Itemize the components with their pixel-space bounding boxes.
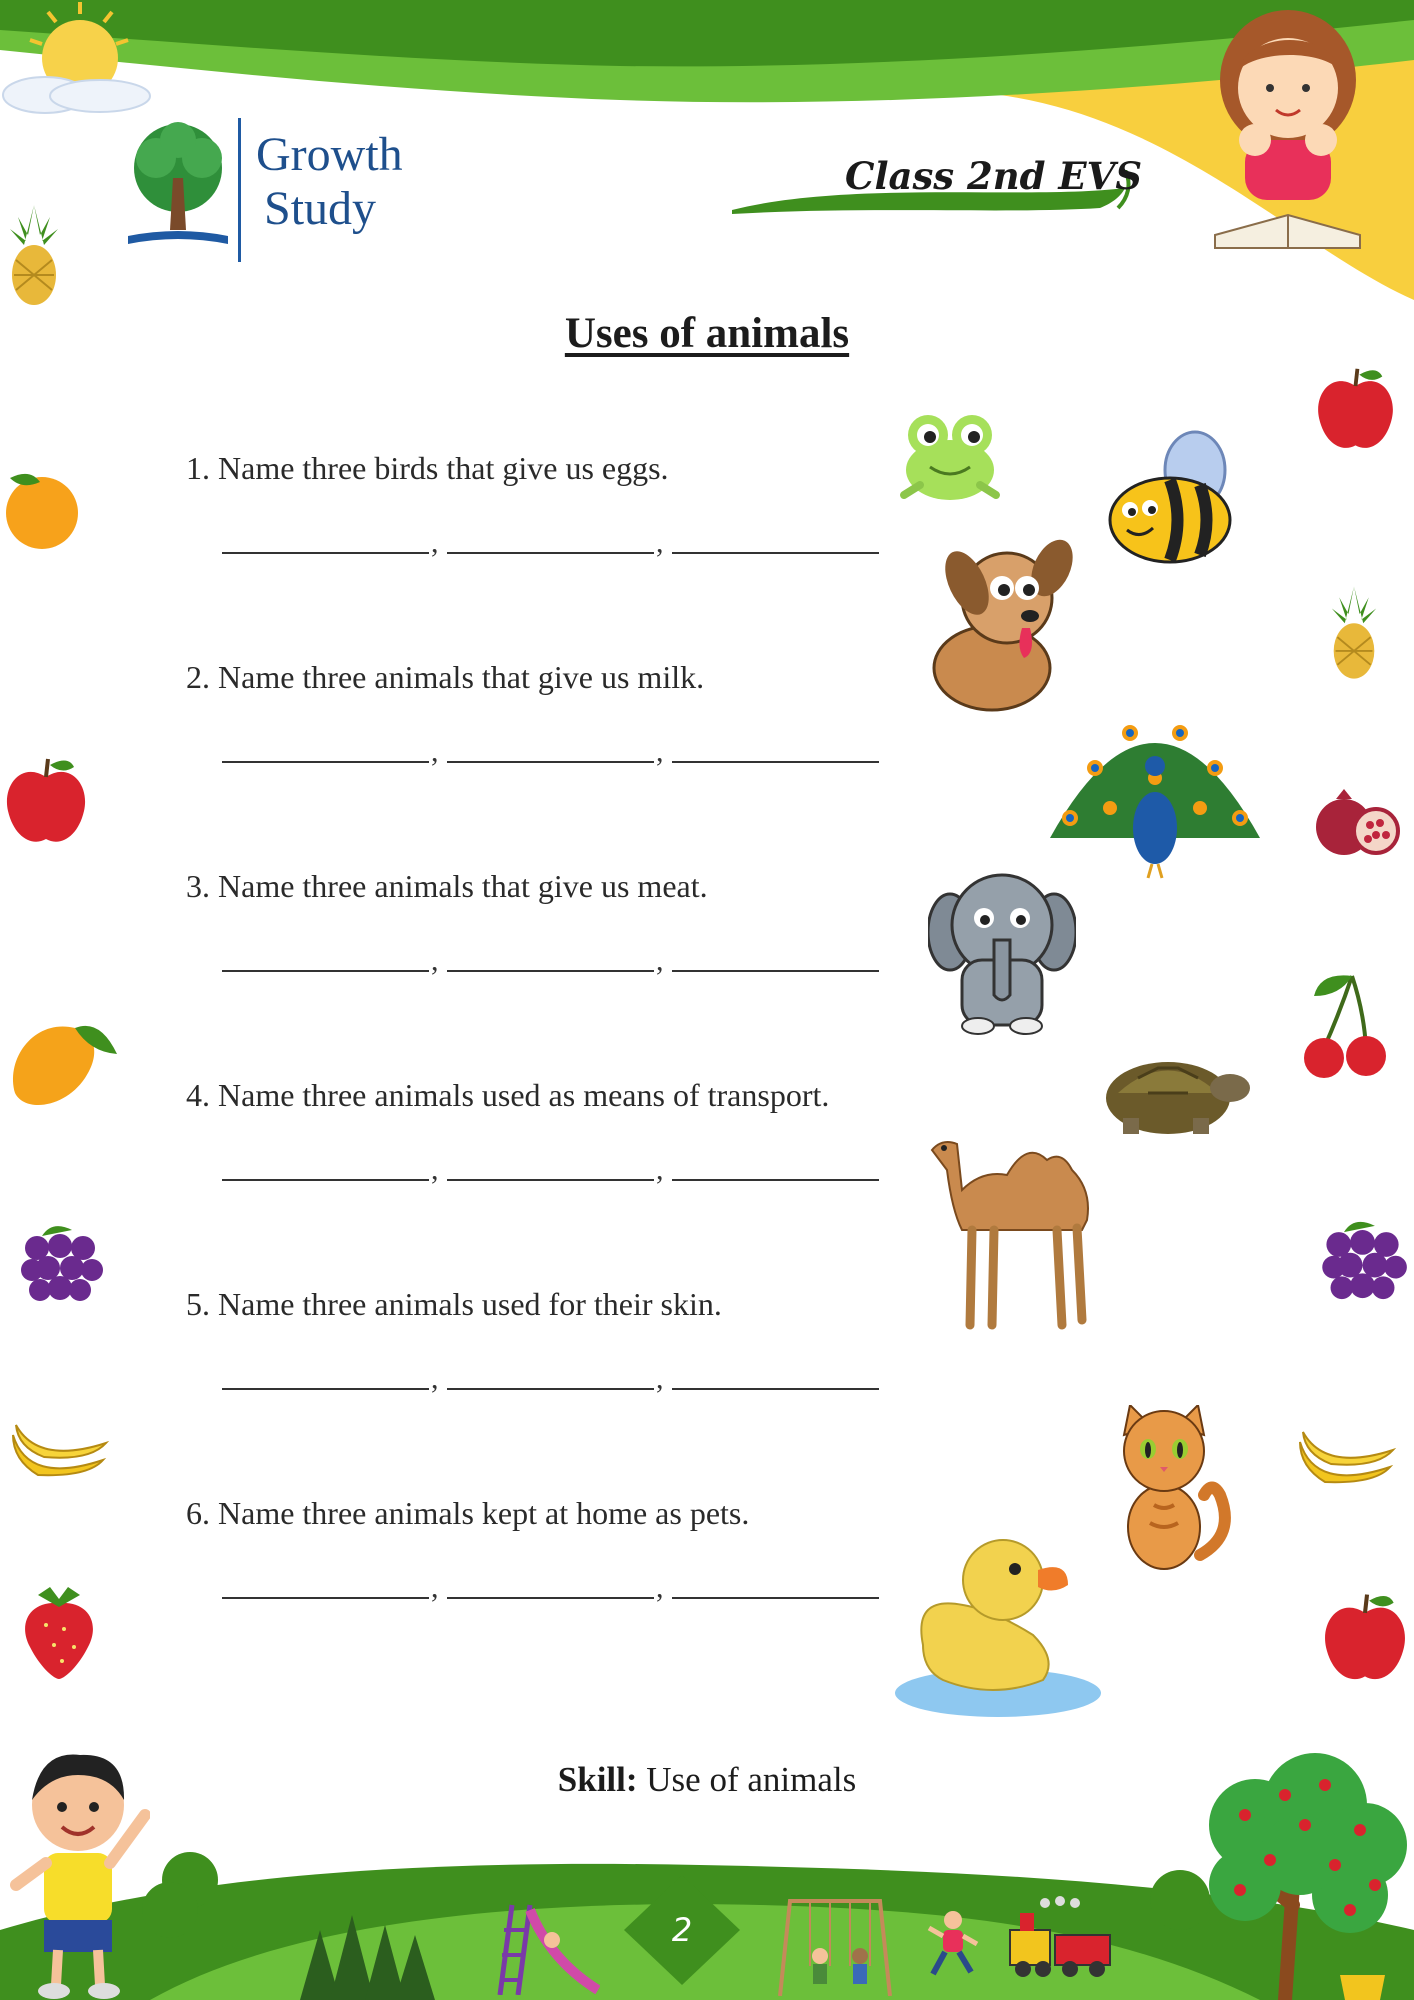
answer-row-2[interactable]: [222, 729, 882, 769]
question-text: Name three birds that give us eggs.: [218, 450, 669, 486]
separator: ,: [656, 1571, 664, 1604]
answer-row-1[interactable]: [222, 520, 882, 560]
skill-value: Use of animals: [646, 1760, 857, 1799]
separator: ,: [431, 526, 439, 559]
question-6: [186, 1495, 749, 1532]
boy-icon: [10, 1745, 150, 2000]
orange-icon: [0, 468, 80, 553]
separator: ,: [656, 1153, 664, 1186]
page-number: 2: [671, 1911, 693, 1949]
pineapple-icon: [1330, 585, 1378, 680]
fruit-tree-icon: [1185, 1745, 1414, 2000]
class-badge: [730, 150, 1143, 230]
train-icon: [1005, 1895, 1115, 1980]
class-label: Class 2nd EVS: [845, 154, 1143, 198]
answer-blank[interactable]: [447, 1179, 654, 1181]
brand-line-2: Study: [264, 182, 377, 235]
answer-row-4[interactable]: [222, 1147, 882, 1187]
separator: ,: [431, 1362, 439, 1395]
question-number: 2.: [186, 659, 210, 695]
bee-icon: [1095, 430, 1245, 570]
brand-name: [256, 128, 403, 236]
separator: ,: [656, 1362, 664, 1395]
question-number: 5.: [186, 1286, 210, 1322]
question-number: 6.: [186, 1495, 210, 1531]
separator: ,: [431, 735, 439, 768]
question-text: Name three animals kept at home as pets.: [218, 1495, 750, 1531]
separator: ,: [656, 944, 664, 977]
answer-blank[interactable]: [672, 1597, 879, 1599]
duck-icon: [893, 1525, 1103, 1720]
separator: ,: [656, 526, 664, 559]
separator: ,: [431, 944, 439, 977]
answer-blank[interactable]: [672, 970, 879, 972]
answer-blank[interactable]: [222, 552, 429, 554]
swing-icon: [770, 1896, 900, 1996]
pineapple-icon: [8, 205, 60, 305]
answer-blank[interactable]: [447, 552, 654, 554]
grapes-icon: [12, 1218, 107, 1313]
separator: ,: [431, 1571, 439, 1604]
worksheet-title: Uses of animals: [564, 310, 850, 357]
cherry-icon: [1300, 972, 1388, 1080]
answer-blank[interactable]: [672, 1179, 879, 1181]
slide-icon: [490, 1900, 600, 1995]
elephant-icon: [928, 870, 1076, 1035]
question-number: 1.: [186, 450, 210, 486]
question-text: Name three animals that give us milk.: [218, 659, 705, 695]
logo-divider: [238, 118, 241, 262]
apple-icon: [2, 755, 90, 847]
banana-icon: [8, 1415, 110, 1493]
grapes-icon: [1313, 1210, 1411, 1315]
question-4: [186, 1077, 829, 1114]
brand-line-1: Growth: [256, 128, 403, 181]
frog-icon: [890, 405, 1010, 510]
brand-logo: [118, 118, 438, 268]
pomegranate-icon: [1310, 785, 1402, 867]
skill-label: Skill:: [557, 1760, 638, 1799]
running-kid-icon: [925, 1910, 980, 1980]
tree-logo-icon: [118, 118, 240, 254]
answer-blank[interactable]: [672, 761, 879, 763]
mango-icon: [5, 1018, 120, 1113]
answer-blank[interactable]: [447, 970, 654, 972]
answer-blank[interactable]: [447, 761, 654, 763]
answer-blank[interactable]: [222, 1597, 429, 1599]
question-1: [186, 450, 669, 487]
separator: ,: [656, 735, 664, 768]
question-text: Name three animals used as means of transport.: [218, 1077, 830, 1113]
question-text: Name three animals that give us meat.: [218, 868, 708, 904]
tortoise-icon: [1098, 1048, 1253, 1140]
question-5: [186, 1286, 722, 1323]
girl-reading-icon: [1200, 0, 1375, 250]
camel-icon: [922, 1130, 1112, 1330]
cat-icon: [1108, 1405, 1233, 1573]
peacock-icon: [1040, 688, 1270, 880]
banana-icon: [1295, 1422, 1397, 1500]
apple-icon: [1320, 1590, 1410, 1685]
answer-row-5[interactable]: [222, 1356, 882, 1396]
answer-row-6[interactable]: [222, 1565, 882, 1605]
answer-blank[interactable]: [672, 1388, 879, 1390]
answer-blank[interactable]: [222, 761, 429, 763]
answer-blank[interactable]: [447, 1388, 654, 1390]
question-number: 3.: [186, 868, 210, 904]
question-number: 4.: [186, 1077, 210, 1113]
answer-blank[interactable]: [222, 1179, 429, 1181]
strawberry-icon: [18, 1585, 100, 1680]
answer-blank[interactable]: [222, 1388, 429, 1390]
question-2: [186, 659, 704, 696]
sun-icon: [0, 0, 160, 120]
apple-icon: [1313, 365, 1398, 453]
answer-blank[interactable]: [447, 1597, 654, 1599]
question-3: [186, 868, 708, 905]
answer-blank[interactable]: [222, 970, 429, 972]
answer-blank[interactable]: [672, 552, 879, 554]
separator: ,: [431, 1153, 439, 1186]
answer-row-3[interactable]: [222, 938, 882, 978]
question-text: Name three animals used for their skin.: [218, 1286, 722, 1322]
